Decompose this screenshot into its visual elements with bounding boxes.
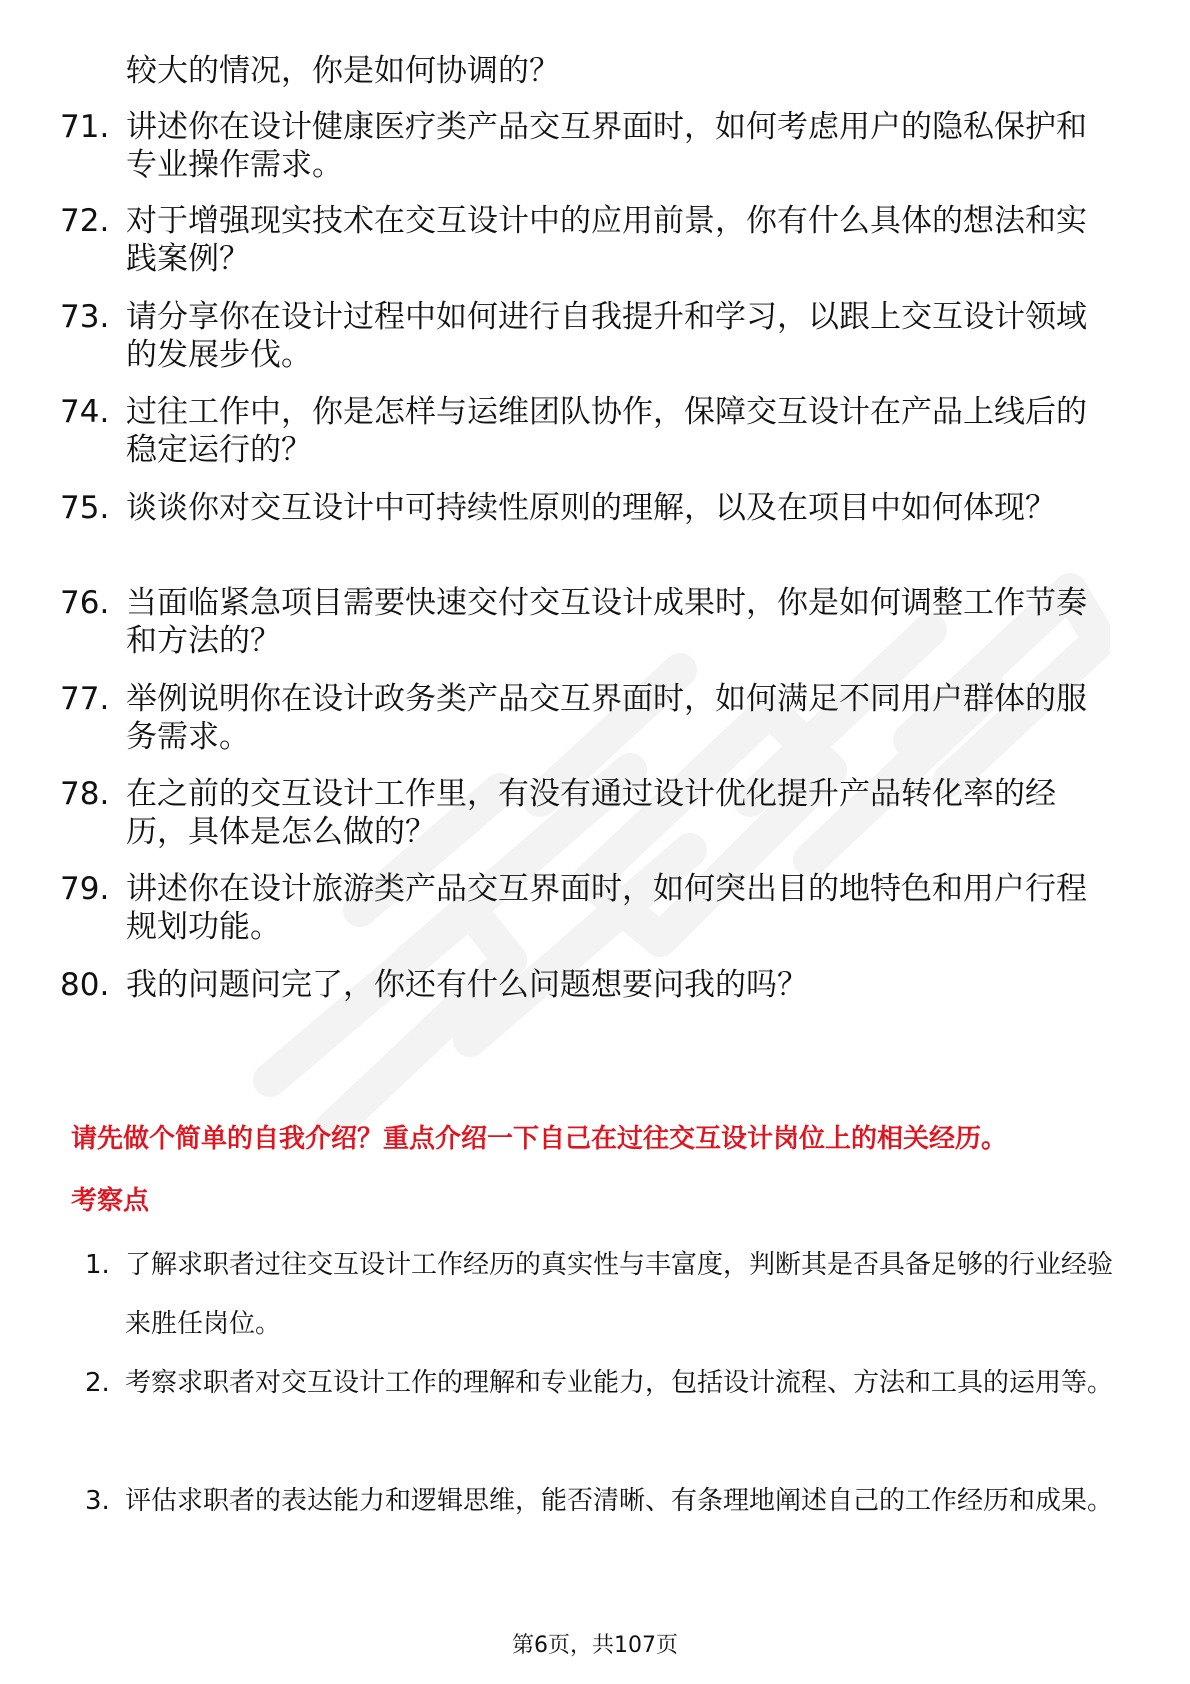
- question-text: 讲述你在设计健康医疗类产品交互界面时，如何考虑用户的隐私保护和专业操作需求。: [126, 109, 1087, 183]
- question-number: 80.: [60, 967, 110, 1003]
- question-item: [60, 393, 1120, 469]
- point-text: 了解求职者过往交互设计工作经历的真实性与丰富度，判断其是否具备足够的行业经验来胜任岗位。: [125, 1250, 1114, 1339]
- question-text: 谈谈你对交互设计中可持续性原则的理解，以及在项目中如何体现？: [126, 490, 1056, 526]
- point-number: 3.: [85, 1486, 110, 1516]
- question-number: 74.: [60, 394, 110, 430]
- assessment-point: [85, 1354, 1125, 1413]
- question-item: [60, 52, 1120, 90]
- question-text: 较大的情况，你是如何协调的？: [126, 53, 560, 89]
- question-item: [60, 202, 1120, 278]
- question-number: 78.: [60, 776, 110, 812]
- section-subhead: 考察点: [71, 1186, 150, 1216]
- question-number: 75.: [60, 490, 110, 526]
- question-item: [60, 584, 1120, 660]
- question-text: 对于增强现实技术在交互设计中的应用前景，你有什么具体的想法和实践案例？: [126, 203, 1087, 277]
- assessment-point: [85, 1472, 1125, 1531]
- question-text: 请分享你在设计过程中如何进行自我提升和学习，以跟上交互设计领域的发展步伐。: [126, 299, 1087, 373]
- question-number: 79.: [60, 871, 110, 907]
- question-number: 77.: [60, 681, 110, 717]
- question-text: 当面临紧急项目需要快速交付交互设计成果时，你是如何调整工作节奏和方法的？: [126, 585, 1087, 659]
- question-text: 举例说明你在设计政务类产品交互界面时，如何满足不同用户群体的服务需求。: [126, 681, 1087, 755]
- question-item: [60, 870, 1120, 946]
- question-text: 我的问题问完了，你还有什么问题想要问我的吗？: [126, 967, 808, 1003]
- question-text: 讲述你在设计旅游类产品交互界面时，如何突出目的地特色和用户行程规划功能。: [126, 871, 1087, 945]
- question-number: 71.: [60, 109, 110, 145]
- question-item: [60, 489, 1120, 527]
- question-text: 过往工作中，你是怎样与运维团队协作，保障交互设计在产品上线后的稳定运行的？: [126, 394, 1087, 468]
- question-item: [60, 298, 1120, 374]
- question-item: [60, 108, 1120, 184]
- section-title: 请先做个简单的自我介绍？重点介绍一下自己在过往交互设计岗位上的相关经历。: [71, 1124, 1008, 1154]
- question-number: 76.: [60, 585, 110, 621]
- point-number: 2.: [85, 1368, 110, 1398]
- question-item: [60, 680, 1120, 756]
- point-number: 1.: [85, 1250, 110, 1280]
- page-footer: 第6页，共107页: [512, 1633, 678, 1658]
- question-item: [60, 775, 1120, 851]
- assessment-point: [85, 1236, 1125, 1354]
- question-number: 72.: [60, 203, 110, 239]
- point-text: 评估求职者的表达能力和逻辑思维，能否清晰、有条理地阐述自己的工作经历和成果。: [125, 1486, 1114, 1516]
- question-text: 在之前的交互设计工作里，有没有通过设计优化提升产品转化率的经历，具体是怎么做的？: [126, 776, 1056, 850]
- question-item: [60, 966, 1120, 1004]
- point-text: 考察求职者对交互设计工作的理解和专业能力，包括设计流程、方法和工具的运用等。: [125, 1368, 1114, 1398]
- question-number: 73.: [60, 299, 110, 335]
